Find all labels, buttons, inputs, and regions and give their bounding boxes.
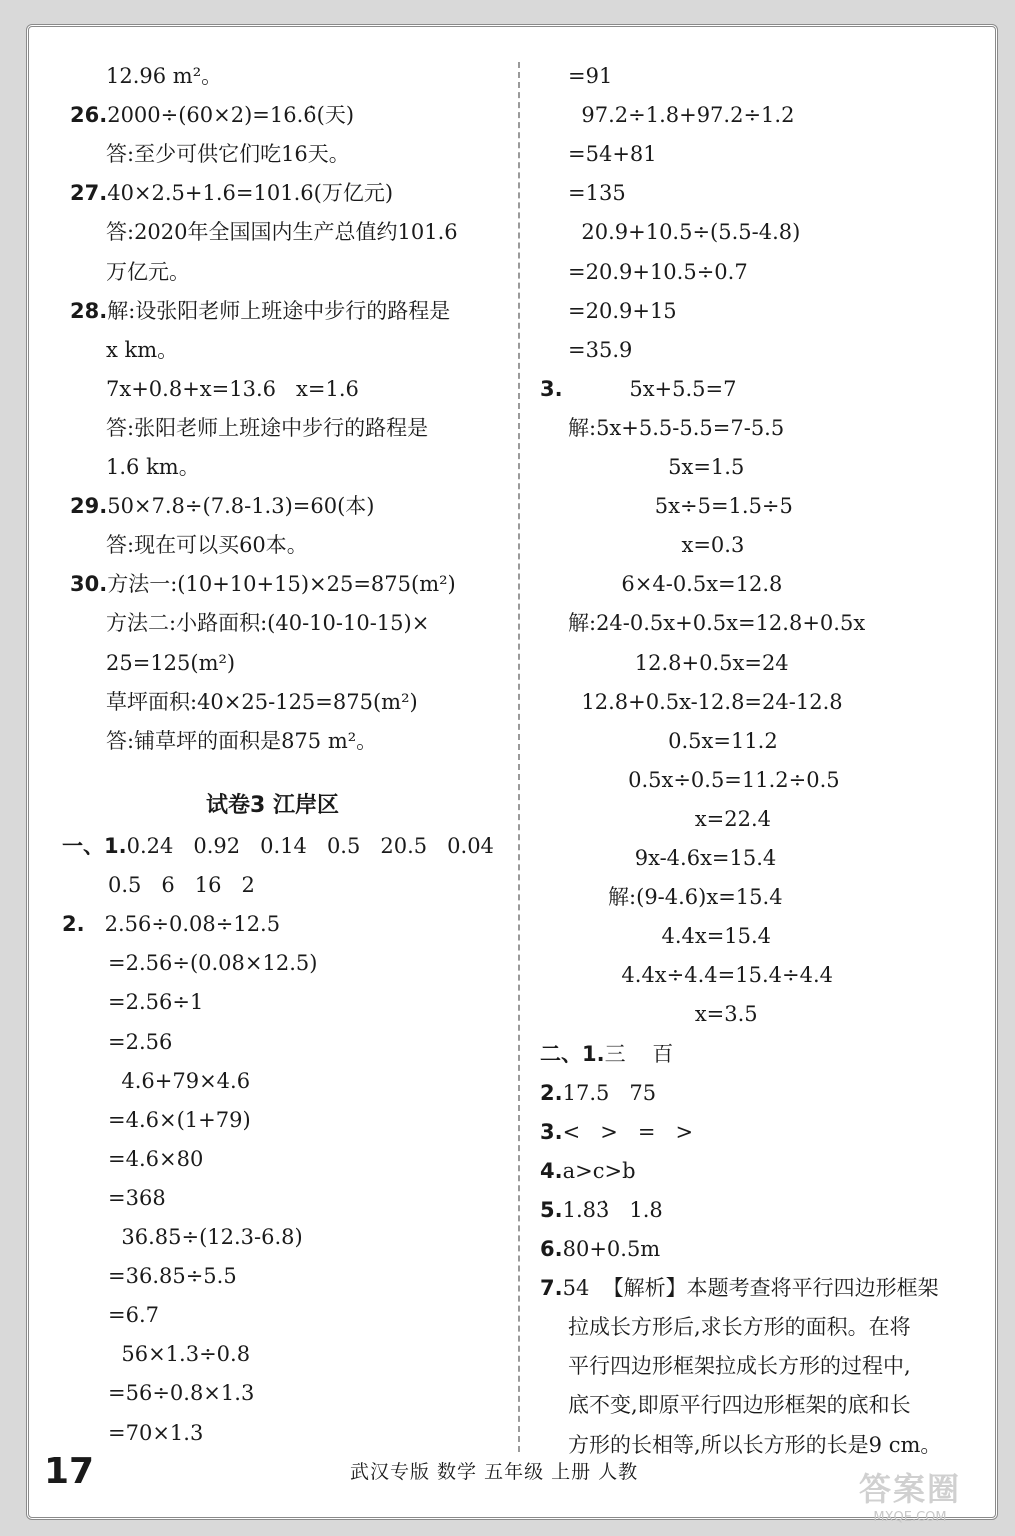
left-line-1 [70, 101, 354, 129]
left2-line-14: =56÷0.8×1.3 [108, 1381, 255, 1406]
answer-text: 5x+5.5=7 [562, 376, 737, 401]
left-line-8: 7x+0.8+x=13.6 x=1.6 [106, 376, 359, 401]
answer-text: 50×7.8÷(7.8-1.3)=60(本) [107, 494, 375, 519]
right-line-29 [540, 1196, 663, 1224]
right-line-5: =20.9+10.5÷0.7 [568, 259, 748, 284]
question-number: 29. [70, 494, 108, 519]
right-line-30 [540, 1235, 660, 1263]
right-line-19: x=22.4 [568, 806, 772, 831]
left-line-15: 25=125(m²) [106, 650, 236, 675]
left-line-6 [70, 297, 450, 325]
right-line-35: 方形的长相等,所以长方形的长是9 cm。 [568, 1432, 942, 1457]
watermark [835, 1464, 985, 1524]
question-number: 一、1. [62, 834, 127, 858]
left-line-10: 1.6 km。 [106, 455, 200, 479]
right-line-21: 解:(9-4.6)x=15.4 [568, 885, 783, 910]
right-line-11: 5x÷5=1.5÷5 [568, 494, 793, 519]
answer-text: 2.56÷0.08÷12.5 [84, 912, 281, 937]
question-number: 28. [70, 298, 108, 323]
answer-text: 40×2.5+1.6=101.6(万亿元) [107, 181, 394, 206]
right-line-1: 97.2÷1.8+97.2÷1.2 [568, 103, 795, 128]
right-line-2: =54+81 [568, 142, 657, 167]
left-line-14: 方法二:小路面积:(40-10-10-15)× [106, 611, 430, 636]
left-line-3 [70, 179, 393, 207]
left2-line-11: =36.85÷5.5 [108, 1264, 237, 1289]
question-number: 2. [62, 912, 85, 937]
right-line-27 [540, 1118, 693, 1146]
left-line-12: 答:现在可以买60本。 [106, 533, 308, 558]
right-line-9: 解:5x+5.5-5.5=7-5.5 [568, 415, 785, 440]
section-title: 试卷3 江岸区 [206, 793, 339, 818]
right-line-23: 4.4x÷4.4=15.4÷4.4 [568, 963, 833, 988]
right-line-33: 平行四边形框架拉成长方形的过程中, [568, 1354, 911, 1379]
left-line-4: 答:2020年全国国内生产总值约101.6 [106, 220, 458, 245]
left-line-5: 万亿元。 [106, 259, 190, 284]
right-line-32: 拉成长方形后,求长方形的面积。在将 [568, 1315, 911, 1340]
right-line-14: 解:24-0.5x+0.5x=12.8+0.5x [568, 611, 866, 636]
right-line-20: 9x-4.6x=15.4 [568, 846, 777, 870]
left2-line-0 [62, 832, 494, 860]
left2-line-15: =70×1.3 [108, 1420, 204, 1445]
left2-line-3: =2.56÷(0.08×12.5) [108, 951, 318, 976]
answer-text: 2000÷(60×2)=16.6̇(天) [107, 103, 355, 128]
left2-line-8: =4.6×80 [108, 1146, 204, 1171]
right-line-8 [540, 375, 737, 403]
left2-line-7: =4.6×(1+79) [108, 1107, 251, 1132]
answer-text: 0.24 0.92 0.14 0.5 20.5 0.04 [126, 834, 494, 858]
left-line-17: 答:铺草坪的面积是875 m²。 [106, 728, 378, 753]
answer-text: 54 【解析】本题考查将平行四边形框架 [562, 1276, 939, 1301]
right-line-13: 6×4-0.5x=12.8 [568, 572, 783, 597]
question-number: 3. [540, 1119, 563, 1144]
left-line-0: 12.96 m²。 [106, 64, 223, 88]
answer-text: a>c>b [562, 1158, 636, 1183]
column-divider [518, 62, 520, 1452]
left2-line-6: 4.6+79×4.6 [108, 1068, 251, 1093]
left2-line-12: =6.7 [108, 1303, 159, 1328]
right-line-4: 20.9+10.5÷(5.5-4.8) [568, 220, 801, 245]
answer-text: 方法一:(10+10+15)×25=875(m²) [107, 572, 456, 597]
right-line-3: =135 [568, 181, 626, 206]
right-line-17: 0.5x=11.2 [568, 728, 778, 753]
left-line-13 [70, 570, 456, 598]
right-line-34: 底不变,即原平行四边形框架的底和长 [568, 1393, 911, 1418]
right-line-31 [540, 1274, 939, 1302]
right-line-7: =35.9 [568, 337, 633, 362]
right-line-10: 5x=1.5 [568, 455, 745, 479]
right-line-16: 12.8+0.5x-12.8=24-12.8 [568, 689, 843, 714]
left-line-2: 答:至少可供它们吃16天。 [106, 142, 350, 167]
left-line-16: 草坪面积:40×25-125=875(m²) [106, 689, 418, 714]
right-line-22: 4.4x=15.4 [568, 924, 772, 949]
right-line-0: =91 [568, 64, 613, 88]
left2-line-4: =2.56÷1 [108, 990, 204, 1015]
page-number: 17 [44, 1451, 95, 1492]
question-number: 7. [540, 1276, 563, 1301]
left-line-11 [70, 492, 375, 520]
left2-line-1: 0.5 6 16 2 [108, 873, 255, 898]
footer-text: 武汉专版 数学 五年级 上册 人教 [350, 1461, 639, 1483]
right-line-18: 0.5x÷0.5=11.2÷0.5 [568, 767, 840, 792]
right-line-25 [540, 1040, 673, 1068]
right-line-24: x=3.5 [568, 1002, 758, 1027]
left2-line-9: =368 [108, 1185, 166, 1210]
question-number: 4. [540, 1158, 563, 1183]
left2-line-13: 56×1.3÷0.8 [108, 1342, 251, 1367]
left2-line-2 [62, 910, 280, 938]
right-line-28 [540, 1157, 636, 1185]
question-number: 27. [70, 181, 108, 206]
question-number: 2. [540, 1080, 563, 1105]
answer-text: 三 百 [604, 1041, 674, 1066]
right-line-15: 12.8+0.5x=24 [568, 650, 789, 675]
question-number: 26. [70, 103, 108, 128]
watermark-url: MXQE.COM [873, 1510, 947, 1525]
left2-line-5: =2.56 [108, 1029, 173, 1054]
answer-text: 解:设张阳老师上班途中步行的路程是 [107, 298, 451, 323]
right-line-26 [540, 1079, 656, 1107]
watermark-logo: 答案圈 [858, 1470, 961, 1508]
left2-line-10: 36.85÷(12.3-6.8) [108, 1225, 303, 1249]
answer-text: 80+0.5m [562, 1237, 661, 1261]
answer-text: 17.5 75 [562, 1080, 657, 1105]
question-number: 二、1. [540, 1041, 605, 1066]
question-number: 30. [70, 572, 108, 597]
question-number: 5. [540, 1197, 563, 1222]
question-number: 6. [540, 1237, 563, 1261]
answer-text: < > = > [562, 1119, 694, 1144]
question-number: 3. [540, 376, 563, 401]
answer-text: 1.83̇ 1.8 [562, 1197, 663, 1222]
right-line-6: =20.9+15 [568, 298, 677, 323]
right-line-12: x=0.3 [568, 533, 745, 558]
left-line-9: 答:张阳老师上班途中步行的路程是 [106, 415, 429, 440]
left-line-7: x km。 [106, 337, 179, 362]
